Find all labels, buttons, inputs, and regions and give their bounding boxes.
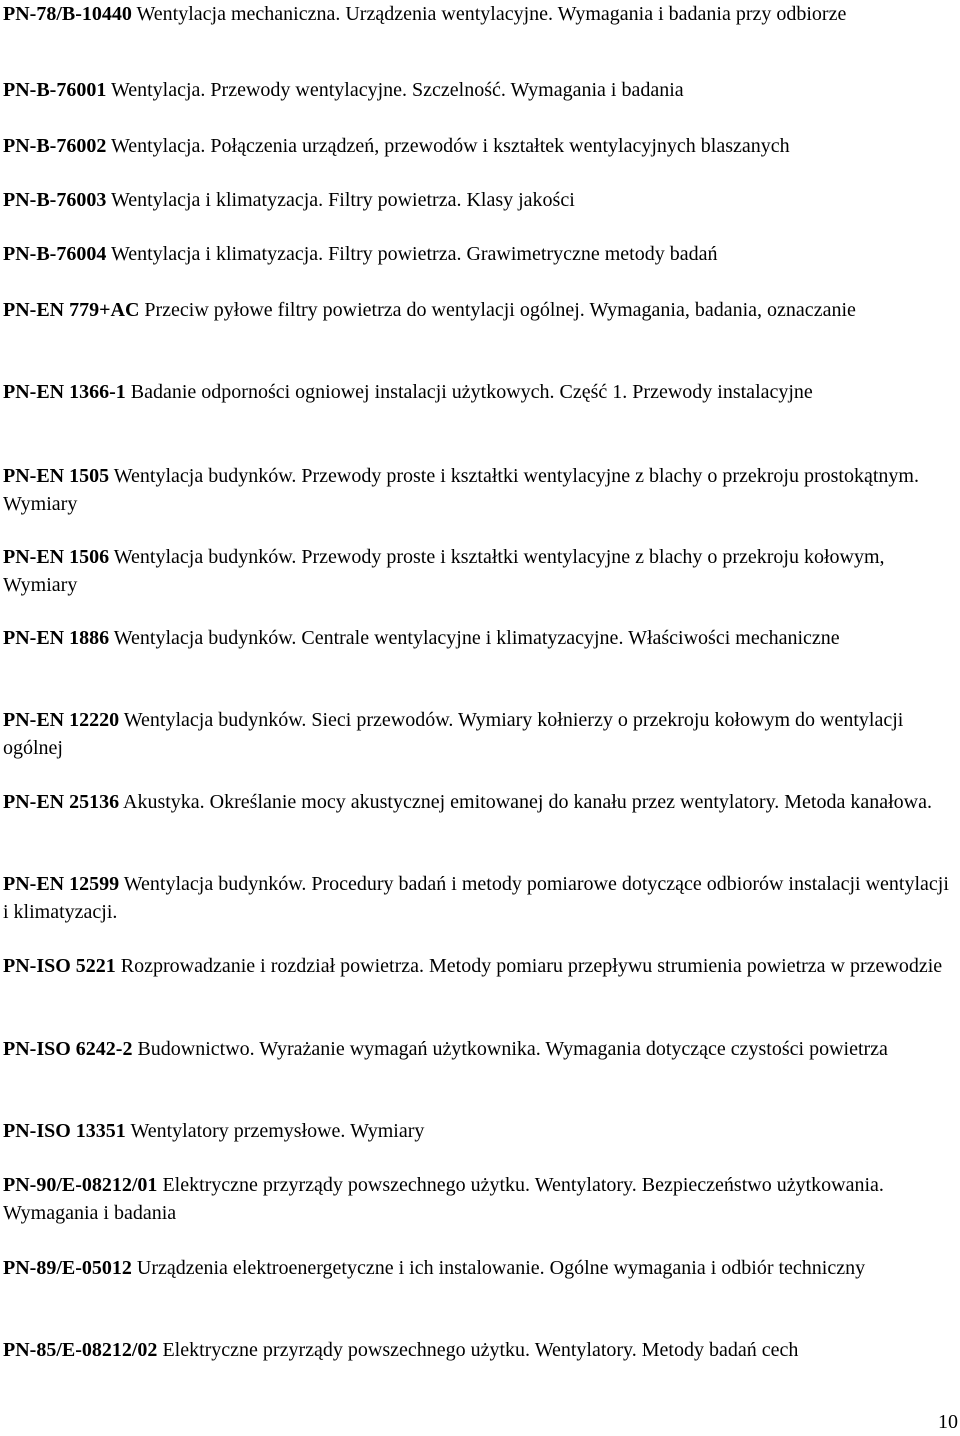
standard-code: PN-EN 1506 [3,546,110,568]
standard-entry [3,186,953,214]
standard-code: PN-EN 1505 [3,465,110,487]
standard-entry [3,378,953,406]
standard-entry [3,1117,953,1145]
standard-entry [3,1254,953,1282]
standard-code: PN-ISO 5221 [3,955,116,977]
standard-entry [3,296,953,324]
standard-code: PN-ISO 6242-2 [3,1038,133,1060]
standard-title: Wentylacja. Połączenia urządzeń, przewodów i kształtek wentylacyjnych blaszanych [110,135,790,157]
standard-code: PN-B-76004 [3,243,107,265]
standard-code: PN-B-76002 [3,135,107,157]
page-number: 10 [938,1411,958,1433]
standard-title: Wentylacja. Przewody wentylacyjne. Szczelność. Wymagania i badania [110,79,684,101]
standard-entry [3,1336,953,1364]
standard-entry [3,870,953,926]
standard-code: PN-85/E-08212/02 [3,1339,158,1361]
standard-code: PN-EN 25136 [3,791,120,813]
standard-title: Elektryczne przyrządy powszechnego użytku. Wentylatory. Metody badań cech [162,1339,799,1361]
standard-code: PN-EN 1886 [3,627,110,649]
standard-code: PN-EN 12220 [3,709,120,731]
standard-title: Badanie odporności ogniowej instalacji użytkowych. Część 1. Przewody instalacyjne [130,381,813,403]
standard-title: Wentylacja i klimatyzacja. Filtry powietrza. Grawimetryczne metody badań [110,243,718,265]
standard-title: Wentylacja mechaniczna. Urządzenia wentylacyjne. Wymagania i badania przy odbiorze [136,3,847,25]
standard-title: Wentylacja budynków. Centrale wentylacyjne i klimatyzacyjne. Właściwości mechaniczne [113,627,840,649]
standard-title: Wentylacja budynków. Przewody proste i kształtki wentylacyjne z blachy o przekroju kołowym, Wymiary [3,546,885,596]
standard-title: Wentylatory przemysłowe. Wymiary [130,1120,425,1142]
standard-code: PN-78/B-10440 [3,3,132,25]
standard-code: PN-B-76001 [3,79,107,101]
standard-entry [3,788,953,816]
standard-entry [3,624,953,652]
standard-entry [3,76,953,104]
standard-code: PN-90/E-08212/01 [3,1174,158,1196]
standard-code: PN-B-76003 [3,189,107,211]
standard-title: Budownictwo. Wyrażanie wymagań użytkownika. Wymagania dotyczące czystości powietrza [137,1038,888,1060]
standard-title: Akustyka. Określanie mocy akustycznej emitowanej do kanału przez wentylatory. Metoda kanałowa. [123,791,932,813]
standard-code: PN-EN 779+AC [3,299,140,321]
standard-entry [3,0,953,28]
standard-title: Wentylacja budynków. Sieci przewodów. Wymiary kołnierzy o przekroju kołowym do wentylacji ogólnej [3,709,904,759]
standard-title: Elektryczne przyrządy powszechnego użytku. Wentylatory. Bezpieczeństwo użytkowania. Wymagania i badania [3,1174,884,1224]
standard-title: Wentylacja i klimatyzacja. Filtry powietrza. Klasy jakości [110,189,575,211]
standard-code: PN-EN 1366-1 [3,381,126,403]
standard-entry [3,952,953,980]
standard-entry [3,132,953,160]
standards-list [3,0,953,1364]
standard-title: Wentylacja budynków. Przewody proste i kształtki wentylacyjne z blachy o przekroju prostokątnym. Wymiary [3,465,919,515]
standard-title: Wentylacja budynków. Procedury badań i metody pomiarowe dotyczące odbiorów instalacji wentylacji i klimatyzacji. [3,873,949,923]
standard-entry [3,240,953,268]
standard-entry [3,1171,953,1227]
standard-code: PN-ISO 13351 [3,1120,126,1142]
standard-title: Rozprowadzanie i rozdział powietrza. Metody pomiaru przepływu strumienia powietrza w przewodzie [120,955,943,977]
standard-title: Przeciw pyłowe filtry powietrza do wentylacji ogólnej. Wymagania, badania, oznaczanie [144,299,856,321]
standard-code: PN-89/E-05012 [3,1257,132,1279]
standard-entry [3,706,953,762]
standard-title: Urządzenia elektroenergetyczne i ich instalowanie. Ogólne wymagania i odbiór techniczny [136,1257,866,1279]
standard-entry [3,1035,953,1063]
standard-code: PN-EN 12599 [3,873,120,895]
standard-entry [3,543,953,599]
standard-entry [3,462,953,518]
